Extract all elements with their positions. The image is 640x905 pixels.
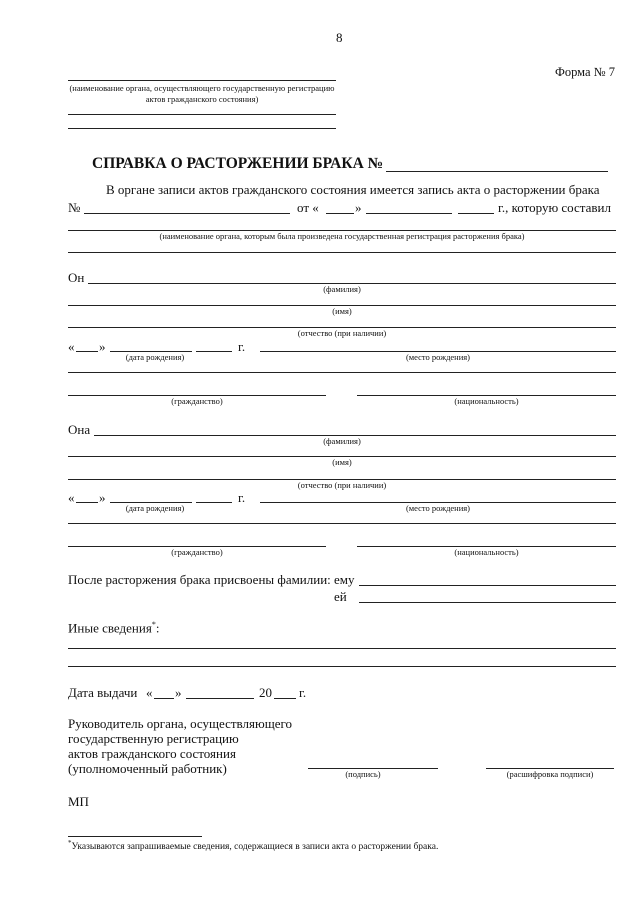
record-from: от « — [297, 200, 319, 215]
he-birth-day-line — [76, 351, 98, 352]
he-nationality-caption: (национальность) — [454, 396, 519, 406]
registered-organ-caption: (наименование органа, которым была произведена государственная регистрация расторжения брака) — [159, 231, 525, 241]
he-citizenship-caption: (гражданство) — [171, 396, 223, 406]
she-birth-year: г. — [238, 490, 246, 505]
she-birth-date-caption: (дата рождения) — [125, 503, 185, 513]
organ-line-3 — [68, 128, 336, 129]
other-info-line-1 — [68, 648, 616, 649]
she-birth-day-line — [76, 502, 98, 503]
form-number: Форма № 7 — [555, 65, 615, 79]
to-him-line — [359, 585, 616, 586]
she-birth-open: « — [68, 490, 75, 505]
head-line-3: актов гражданского состояния — [68, 746, 236, 761]
issue-open: « — [146, 685, 153, 700]
head-line-1: Руководитель органа, осуществляющего — [68, 716, 292, 731]
he-birth-date-caption: (дата рождения) — [125, 352, 185, 362]
issue-year-line — [274, 698, 296, 699]
to-her-line — [359, 602, 616, 603]
he-birth-open: « — [68, 339, 75, 354]
she-name-caption: (имя) — [332, 457, 352, 467]
she-birth-place-line-2 — [68, 523, 616, 524]
to-her-label: ей — [334, 589, 347, 604]
he-name-caption: (имя) — [332, 306, 352, 316]
intro-text: В органе записи актов гражданского состояния имеется запись акта о расторжении брака — [106, 182, 600, 197]
other-info-line-2 — [68, 666, 616, 667]
issue-year-prefix: 20 — [259, 685, 272, 700]
footnote — [68, 839, 438, 852]
record-number-line — [84, 213, 290, 214]
he-surname-caption: (фамилия) — [323, 284, 361, 294]
he-birth-year: г. — [238, 339, 246, 354]
record-month-line — [366, 213, 452, 214]
other-info-text: Иные сведения — [68, 620, 152, 636]
organ-line-2 — [68, 114, 336, 115]
issue-label: Дата выдачи — [68, 685, 138, 700]
she-patronymic-caption: (отчество (при наличии) — [297, 480, 387, 490]
he-birth-place-line-2 — [68, 372, 616, 373]
title-number-line — [386, 171, 608, 172]
signature-decode-caption: (расшифровка подписи) — [506, 769, 594, 779]
to-him-label: ему — [334, 572, 355, 587]
issue-close: » — [175, 685, 182, 700]
registered-organ-line-2 — [68, 252, 616, 253]
record-year-tail: г., которую составил — [498, 200, 611, 215]
after-divorce-label: После расторжения брака присвоены фамилии: — [68, 572, 331, 587]
page-number: 8 — [336, 30, 343, 45]
footnote-rule — [68, 836, 202, 837]
other-info-label — [68, 620, 159, 636]
he-patronymic-caption: (отчество (при наличии) — [297, 328, 387, 338]
head-line-4: (уполномоченный работник) — [68, 761, 227, 776]
he-birth-place-caption: (место рождения) — [405, 352, 471, 362]
issue-year-suffix: г. — [299, 685, 307, 700]
organ-line — [68, 80, 336, 81]
seal-label: МП — [68, 794, 89, 809]
head-block — [68, 716, 292, 776]
organ-caption: (наименование органа, осуществляющего государственную регистрацию актов гражданского состояния) — [69, 83, 335, 104]
record-day-line — [326, 213, 354, 214]
issue-day-line — [154, 698, 174, 699]
head-line-2: государственную регистрацию — [68, 731, 239, 746]
footnote-text: Указываются запрашиваемые сведения, содержащиеся в записи акта о расторжении брака. — [71, 842, 439, 853]
record-number-sign: № — [68, 200, 81, 215]
she-birth-year-line — [196, 502, 232, 503]
record-year-line — [458, 213, 494, 214]
she-label: Она — [68, 422, 91, 437]
she-birth-place-caption: (место рождения) — [405, 503, 471, 513]
he-birth-year-line — [196, 351, 232, 352]
he-label: Он — [68, 270, 85, 285]
issue-month-line — [186, 698, 254, 699]
other-info-colon: : — [155, 620, 160, 636]
document-title: СПРАВКА О РАСТОРЖЕНИИ БРАКА № — [92, 155, 384, 172]
signature-caption: (подпись) — [345, 769, 381, 779]
record-quote-close: » — [355, 200, 362, 215]
he-birth-close: » — [99, 339, 106, 354]
she-citizenship-caption: (гражданство) — [171, 547, 223, 557]
she-birth-close: » — [99, 490, 106, 505]
she-nationality-caption: (национальность) — [454, 547, 519, 557]
she-surname-caption: (фамилия) — [323, 436, 361, 446]
other-info-mark: * — [151, 620, 156, 629]
footnote-mark: * — [68, 839, 72, 847]
